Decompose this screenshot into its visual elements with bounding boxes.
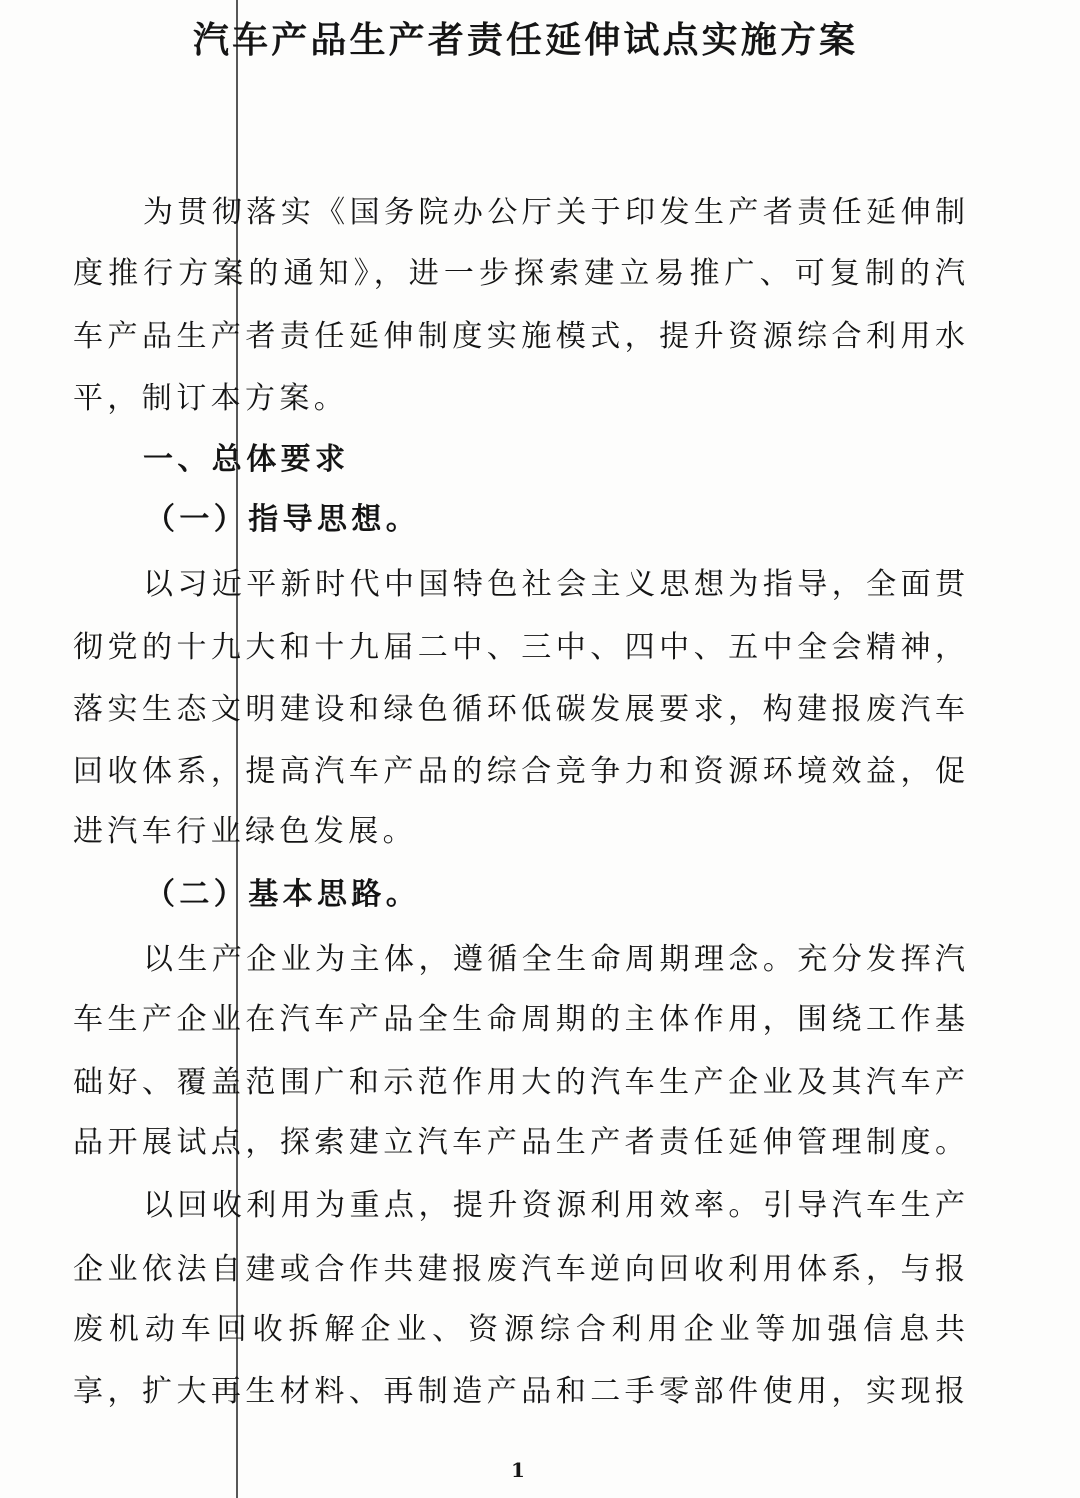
paragraph-line: 以回收利用为重点，提升资源利用效率。引导汽车生产	[143, 1188, 968, 1223]
paragraph-line: 进汽车行业绿色发展。	[73, 814, 417, 849]
subsection-heading: （二）基本思路。	[145, 877, 421, 912]
intro-line: 度推行方案的通知》，进一步探索建立易推广、可复制的汽	[73, 256, 968, 291]
page-number: 1	[511, 1458, 525, 1482]
intro-line: 平，制订本方案。	[73, 381, 349, 416]
paragraph-line: 车生产企业在汽车产品全生命周期的主体作用，围绕工作基	[73, 1002, 968, 1037]
paragraph-line: 企业依法自建或合作共建报废汽车逆向回收利用体系，与报	[73, 1252, 968, 1287]
paragraph-line: 回收体系，提高汽车产品的综合竞争力和资源环境效益，促	[73, 754, 968, 789]
intro-line: 为贯彻落实《国务院办公厅关于印发生产者责任延伸制	[143, 195, 968, 230]
paragraph-line: 以生产企业为主体，遵循全生命周期理念。充分发挥汽	[143, 942, 968, 977]
paragraph-line: 享，扩大再生材料、再制造产品和二手零部件使用，实现报	[73, 1374, 968, 1409]
document-title: 汽车产品生产者责任延伸试点实施方案	[193, 19, 855, 61]
intro-line: 车产品生产者责任延伸制度实施模式，提升资源综合利用水	[73, 319, 968, 354]
paragraph-line: 以习近平新时代中国特色社会主义思想为指导，全面贯	[143, 567, 968, 602]
subsection-heading: （一）指导思想。	[145, 502, 421, 537]
paragraph-line: 彻党的十九大和十九届二中、三中、四中、五中全会精神，	[73, 630, 968, 665]
paragraph-line: 落实生态文明建设和绿色循环低碳发展要求，构建报废汽车	[73, 692, 968, 727]
paragraph-line: 废机动车回收拆解企业、资源综合利用企业等加强信息共	[73, 1312, 968, 1347]
section-heading: 一、总体要求	[143, 442, 350, 477]
paragraph-line: 础好、覆盖范围广和示范作用大的汽车生产企业及其汽车产	[73, 1065, 968, 1100]
paragraph-line: 品开展试点，探索建立汽车产品生产者责任延伸管理制度。	[73, 1125, 968, 1160]
